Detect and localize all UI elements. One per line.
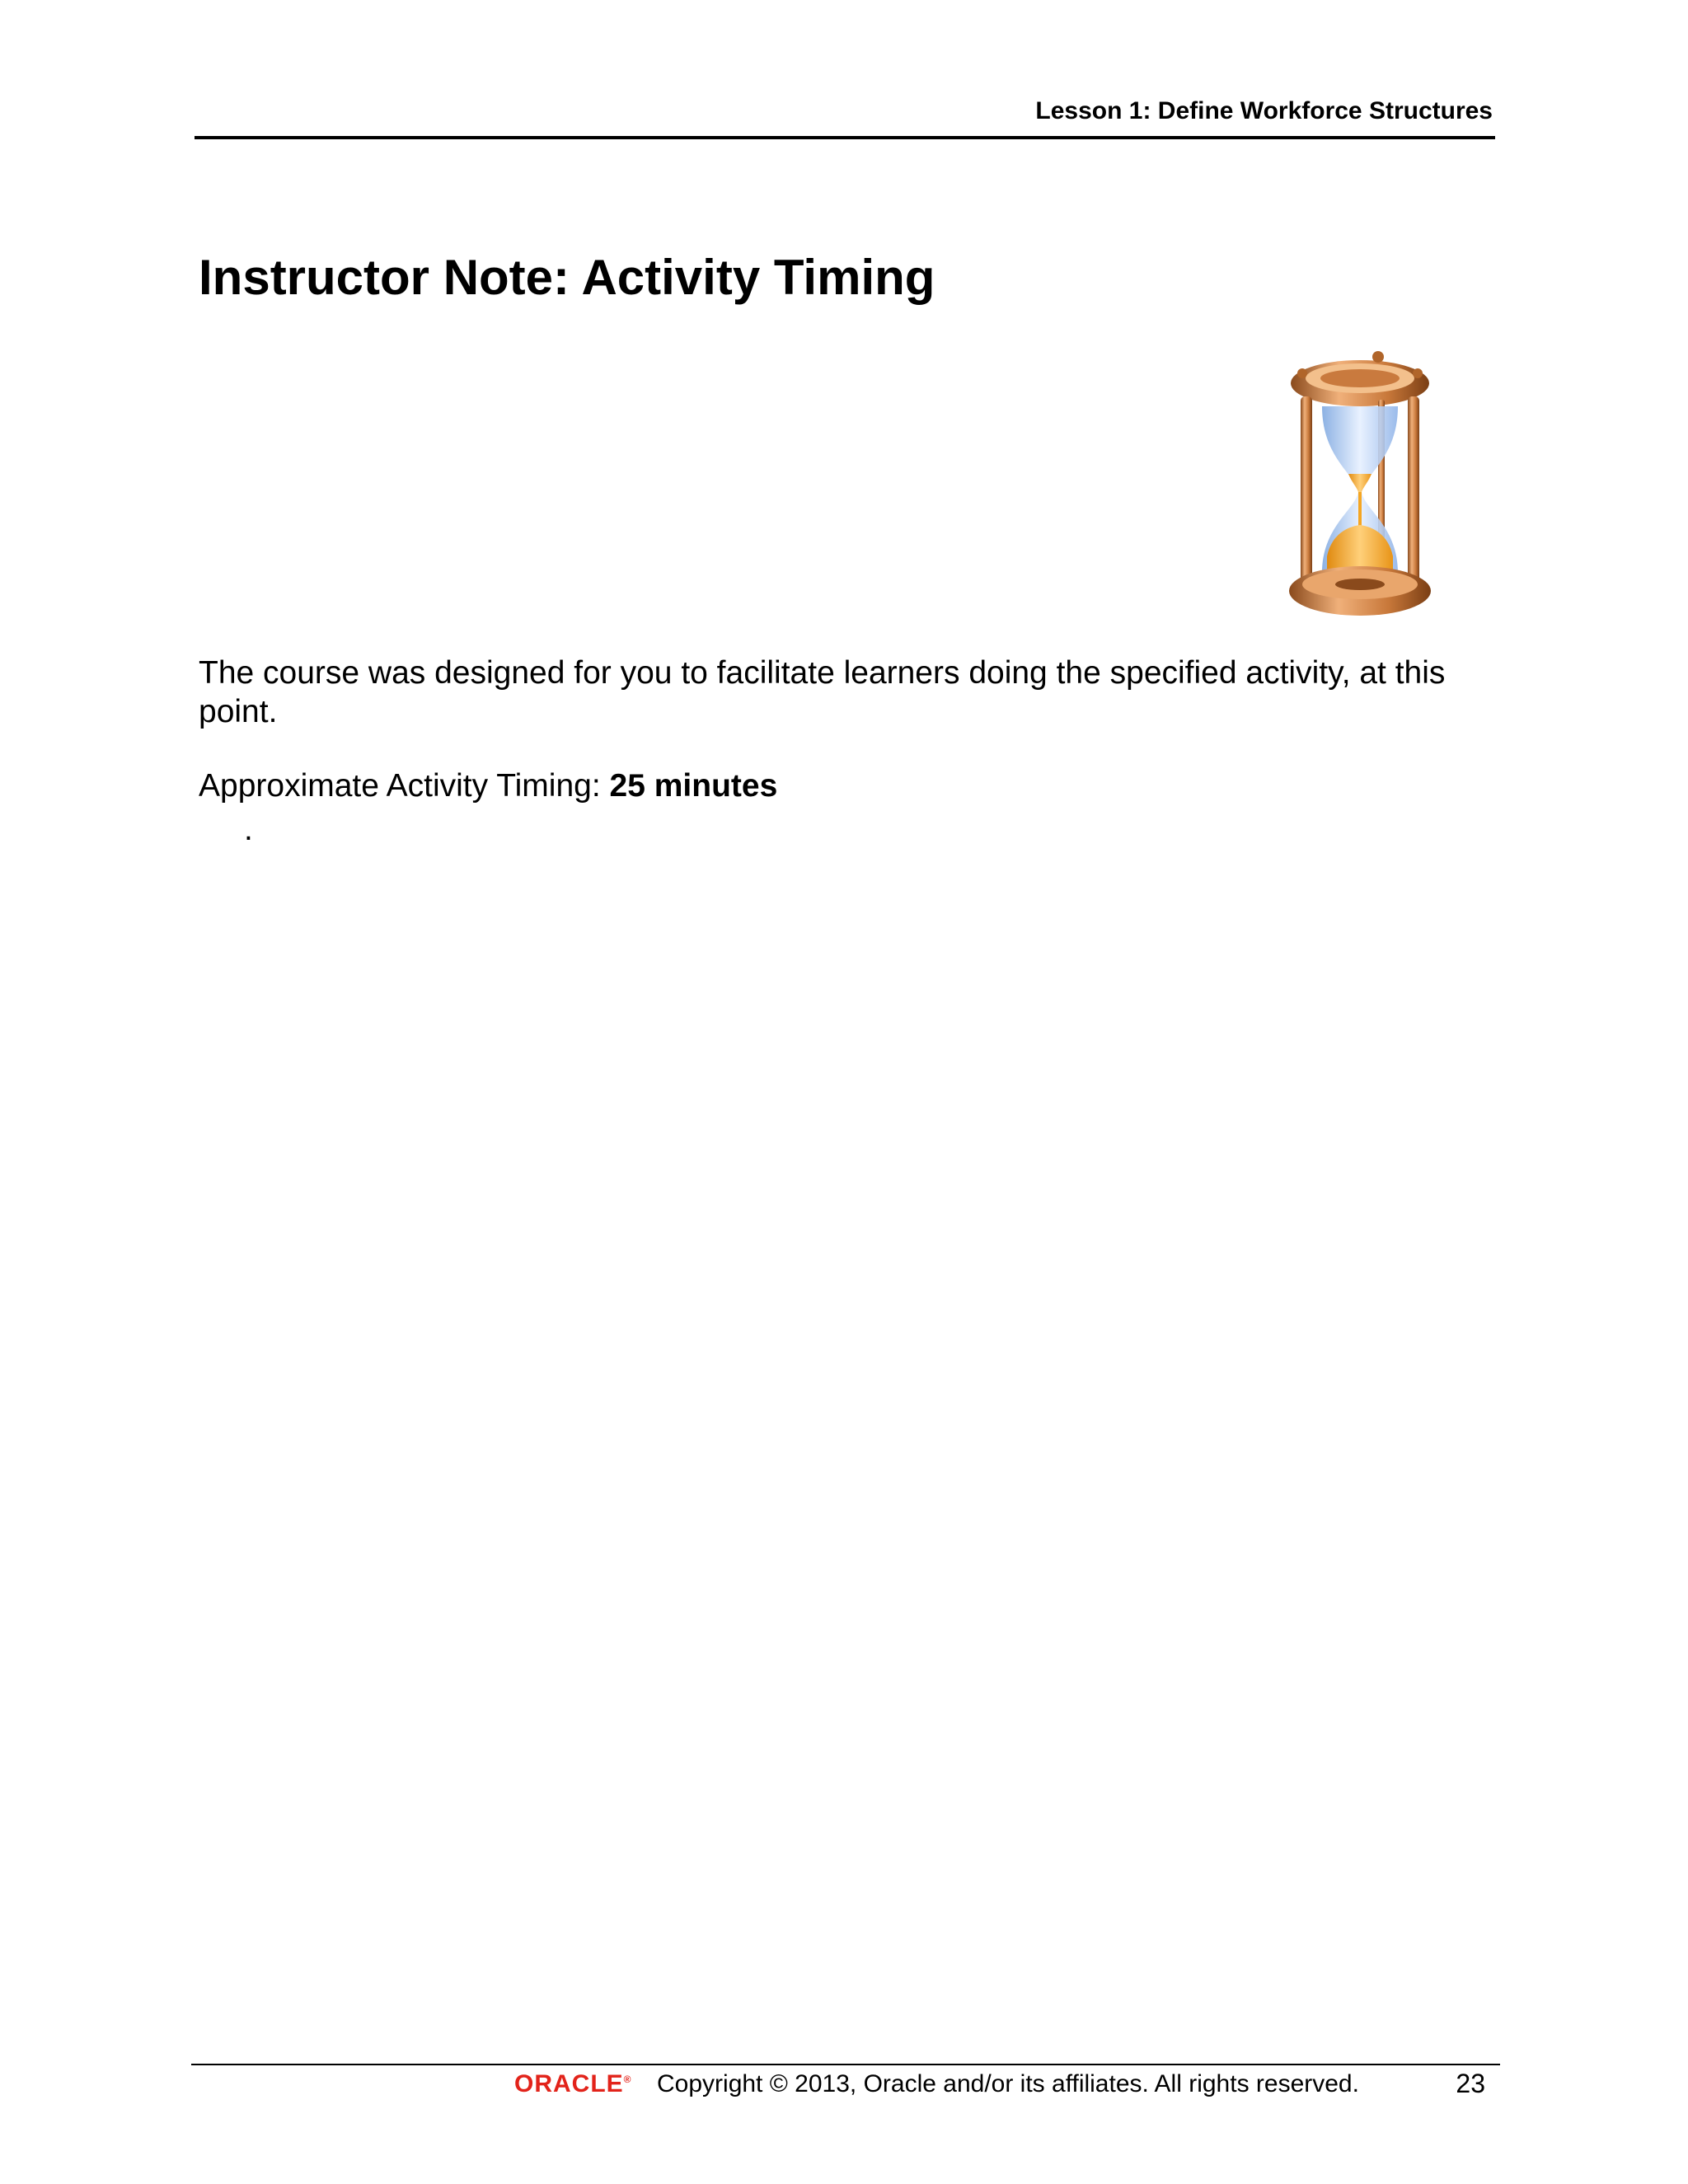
footer-divider: [191, 2064, 1500, 2065]
body-paragraph: The course was designed for you to facilitate learners doing the specified activity, at this point.: [199, 655, 1446, 729]
page-number: 23: [1456, 2069, 1485, 2098]
page-title: Instructor Note: Activity Timing: [199, 250, 935, 305]
lesson-header: Lesson 1: Define Workforce Structures: [1035, 97, 1493, 124]
activity-timing: [199, 766, 777, 805]
trademark-mark: ®: [623, 2074, 632, 2085]
copyright-notice: Copyright © 2013, Oracle and/or its affiliates. All rights reserved.: [657, 2070, 1359, 2097]
header-divider: [195, 136, 1495, 139]
timing-label: Approximate Activity Timing:: [199, 768, 601, 804]
hourglass-icon: [1286, 350, 1434, 622]
oracle-logo-text: ORACLE: [514, 2070, 624, 2097]
timing-value: 25 minutes: [609, 768, 778, 804]
oracle-logo: [514, 2070, 632, 2098]
stray-mark: .: [244, 812, 253, 847]
